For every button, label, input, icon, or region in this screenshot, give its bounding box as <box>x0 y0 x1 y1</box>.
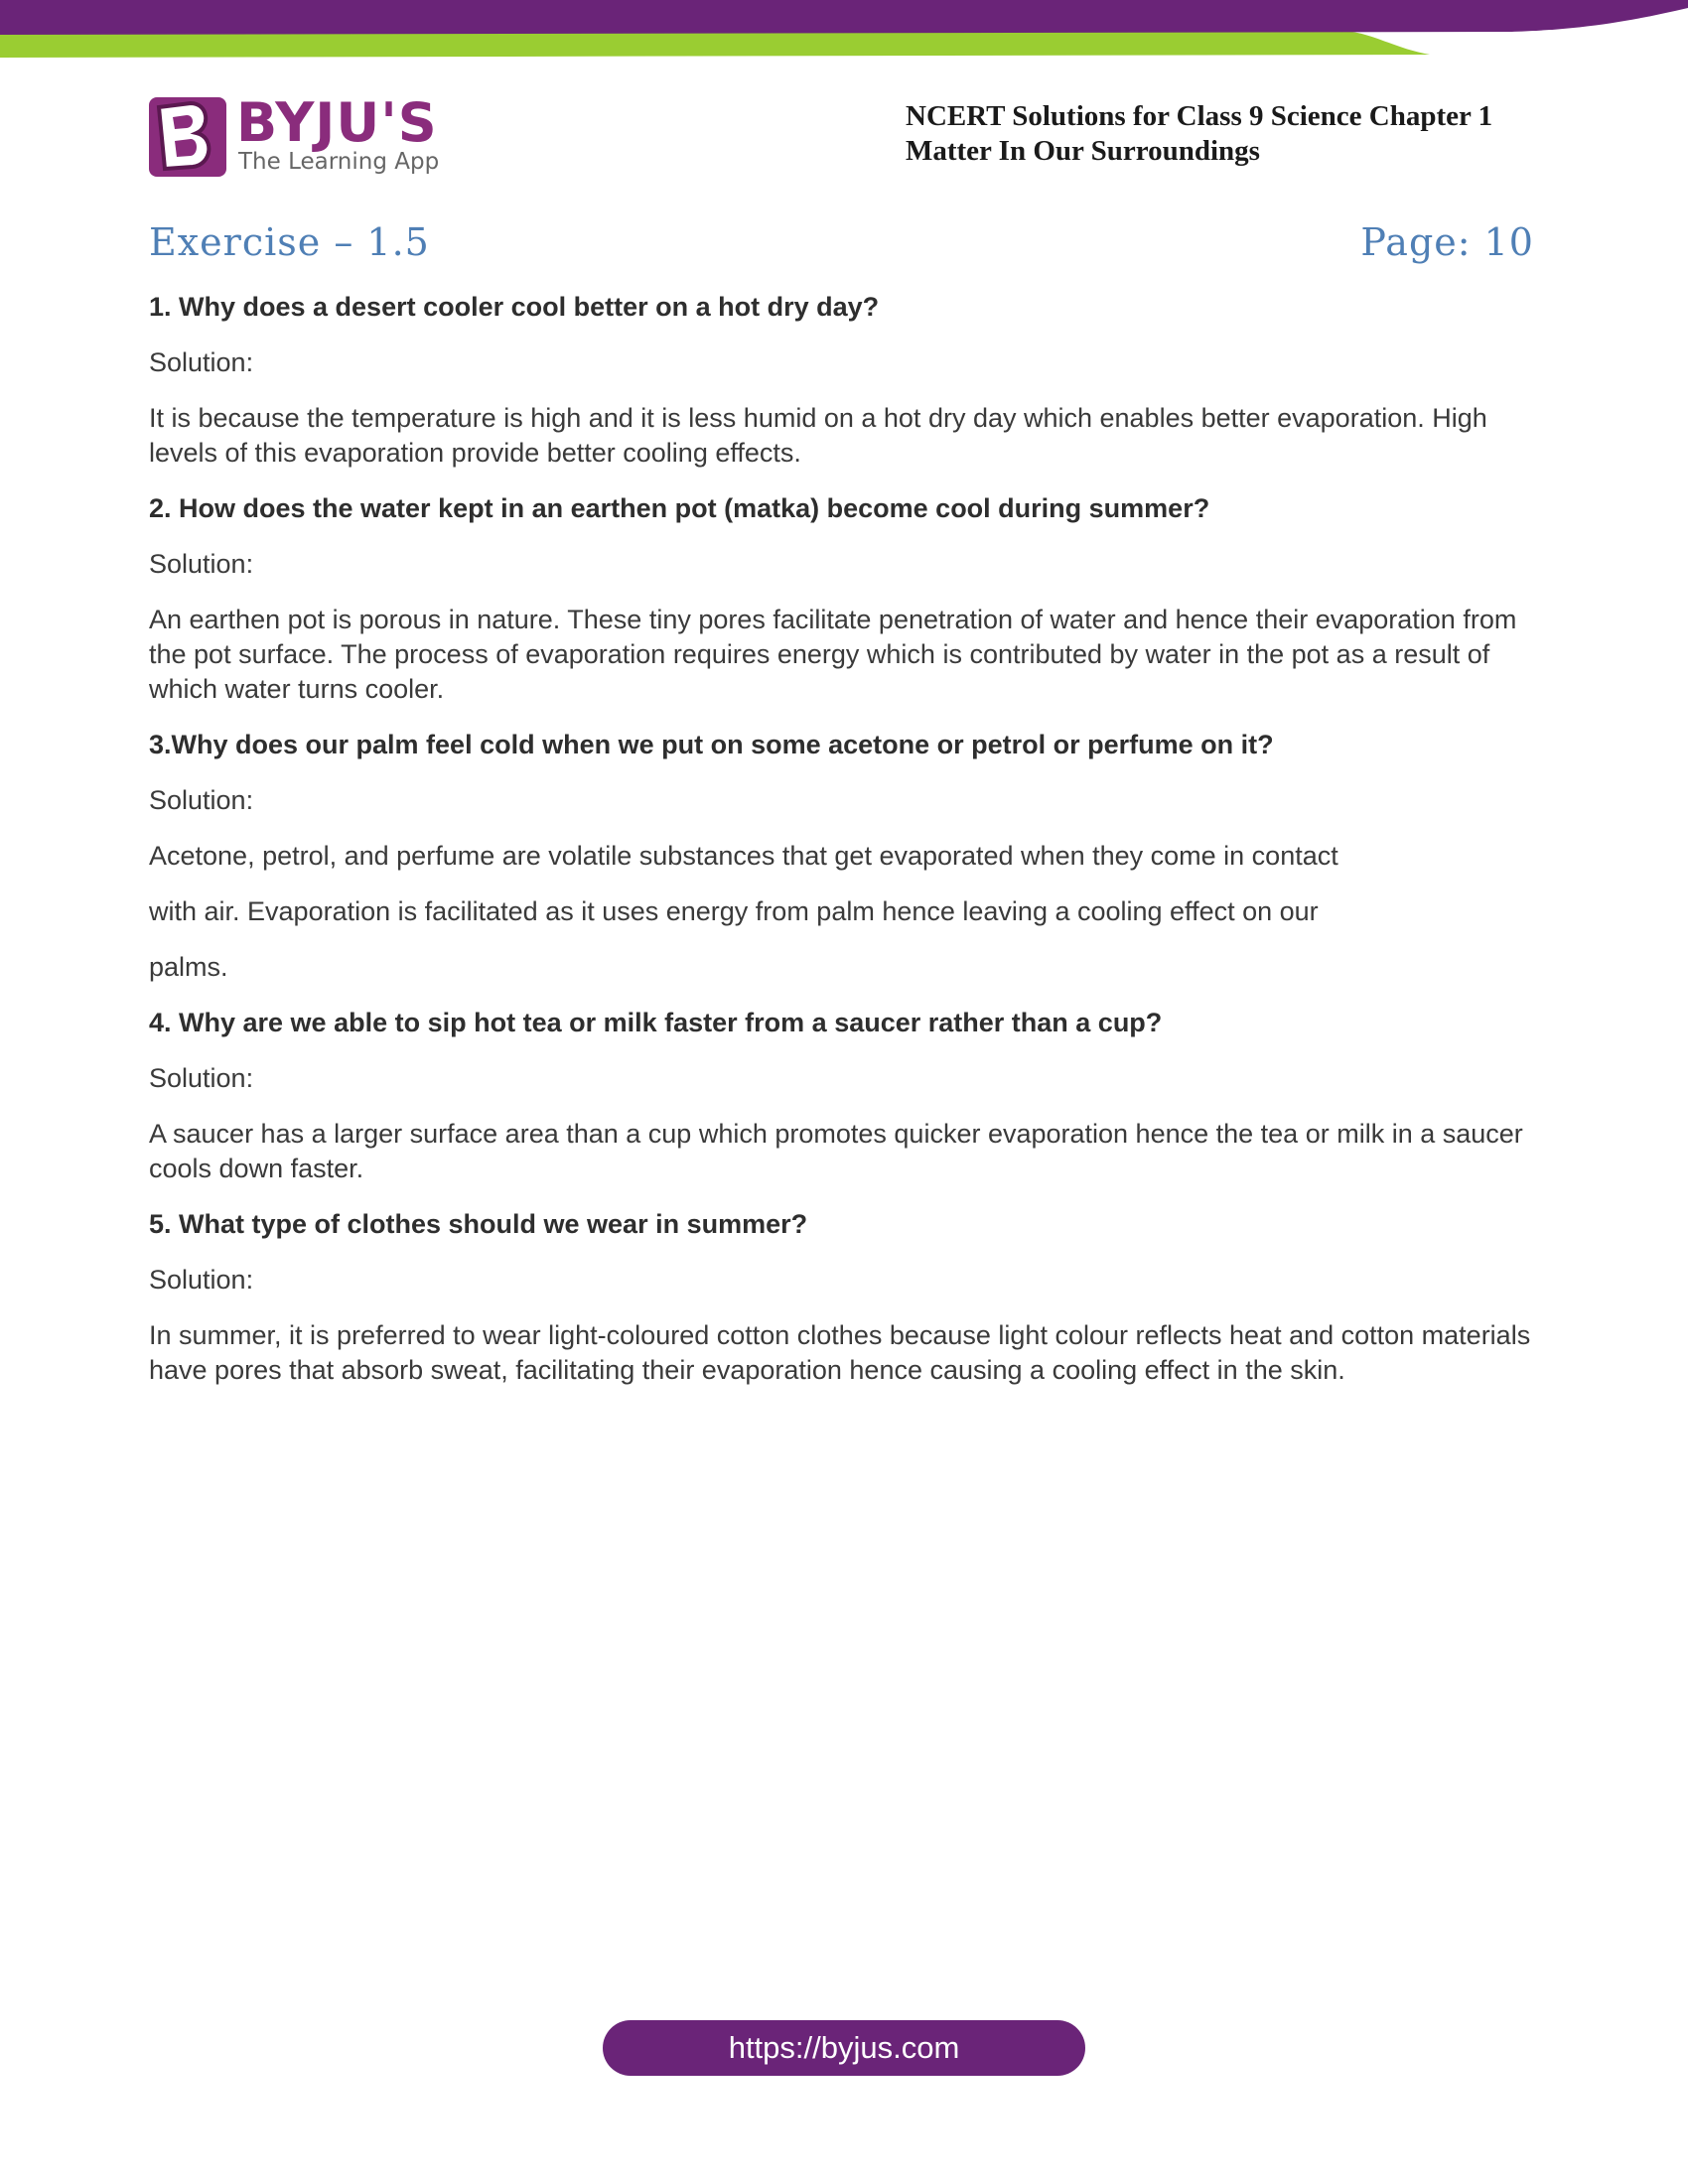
solution-label: Solution: <box>149 549 254 579</box>
document-title-line-1: NCERT Solutions for Class 9 Science Chapter 1 <box>906 100 1493 132</box>
byjus-b-logo-icon <box>149 97 226 177</box>
question-block-4 <box>149 1006 1539 1186</box>
solution-label: Solution: <box>149 347 254 377</box>
document-title <box>906 99 1541 169</box>
answer-line: with air. Evaporation is facilitated as it uses energy from palm hence leaving a cooling effect on our <box>149 896 1319 926</box>
question-text: 1. Why does a desert cooler cool better on a hot dry day? <box>149 292 880 322</box>
page-number: Page: 10 <box>1360 220 1534 264</box>
document-title-line-2: Matter In Our Surroundings <box>906 135 1260 167</box>
answer-text: A saucer has a larger surface area than a cup which promotes quicker evaporation hence the tea or milk in a saucer cools down faster. <box>149 1119 1523 1183</box>
solution-label: Solution: <box>149 1265 254 1295</box>
byjus-logo <box>149 91 440 181</box>
question-block-3 <box>149 728 1539 985</box>
question-text: 2. How does the water kept in an earthen pot (matka) become cool during summer? <box>149 493 1210 523</box>
question-block-1 <box>149 290 1539 471</box>
questions-content <box>149 290 1539 1409</box>
question-block-5 <box>149 1207 1539 1388</box>
solution-label: Solution: <box>149 785 254 815</box>
brand-tagline: The Learning App <box>238 149 440 175</box>
brand-name: BYJU'S <box>236 91 438 154</box>
top-decorative-band <box>0 0 1688 60</box>
solution-label: Solution: <box>149 1063 254 1093</box>
footer-url-link[interactable]: https://byjus.com <box>603 2020 1085 2076</box>
answer-line: palms. <box>149 952 228 982</box>
question-block-2 <box>149 491 1539 707</box>
question-text: 4. Why are we able to sip hot tea or milk faster from a saucer rather than a cup? <box>149 1008 1163 1037</box>
question-text: 3.Why does our palm feel cold when we put on some acetone or petrol or perfume on it? <box>149 730 1274 759</box>
answer-text: An earthen pot is porous in nature. These tiny pores facilitate penetration of water and hence their evaporation from the pot surface. The process of evaporation requires energy which is contributed by water in the pot as a result of which water turns cooler. <box>149 605 1517 704</box>
exercise-title: Exercise – 1.5 <box>149 220 430 264</box>
answer-line: Acetone, petrol, and perfume are volatile substances that get evaporated when they come in contact <box>149 841 1338 871</box>
answer-text: In summer, it is preferred to wear light-coloured cotton clothes because light colour reflects heat and cotton materials have pores that absorb sweat, facilitating their evaporation hence causing a cooling effect in the skin. <box>149 1320 1531 1385</box>
answer-text: It is because the temperature is high and it is less humid on a hot dry day which enables better evaporation. High levels of this evaporation provide better cooling effects. <box>149 403 1487 468</box>
purple-band <box>0 0 1688 35</box>
question-text: 5. What type of clothes should we wear in summer? <box>149 1209 808 1239</box>
